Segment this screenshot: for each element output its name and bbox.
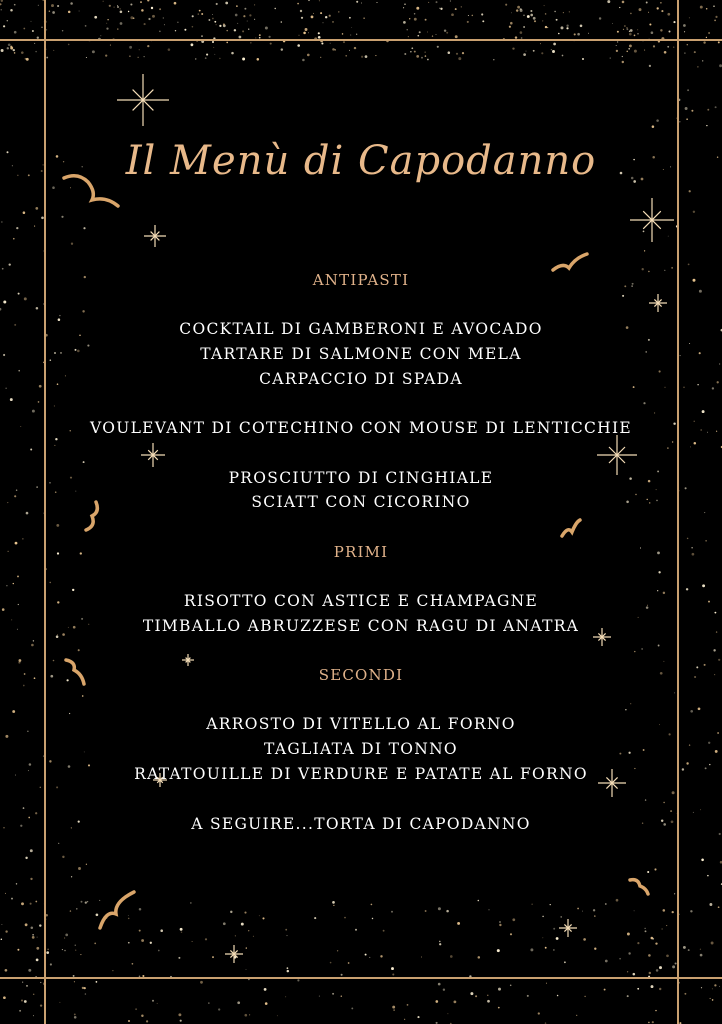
menu-item: PROSCIUTTO DI CINGHIALE <box>228 469 494 487</box>
menu-item: SCIATT CON CICORINO <box>251 493 471 511</box>
section-heading-primi: PRIMI <box>333 543 389 561</box>
menu-item: TIMBALLO ABRUZZESE CON RAGU DI ANATRA <box>142 617 580 635</box>
menu-item: TARTARE DI SALMONE CON MELA <box>200 345 522 363</box>
menu-title: Il Menù di Capodanno <box>125 138 597 184</box>
menu-item: RATATOUILLE DI VERDURE E PATATE AL FORNO <box>134 765 588 783</box>
frame-top-line <box>0 39 722 41</box>
frame-bottom-line <box>0 977 722 979</box>
menu-item: COCKTAIL DI GAMBERONI E AVOCADO <box>179 320 543 338</box>
section-heading-antipasti: ANTIPASTI <box>312 271 410 289</box>
section-heading-secondi: SECONDI <box>318 666 404 684</box>
menu-item: CARPACCIO DI SPADA <box>259 370 463 388</box>
menu-item: VOULEVANT DI COTECHINO CON MOUSE DI LENTICCHIE <box>90 419 632 437</box>
menu-item: TAGLIATA DI TONNO <box>264 740 458 758</box>
menu-item: ARROSTO DI VITELLO AL FORNO <box>206 715 516 733</box>
menu-item: A SEGUIRE...TORTA DI CAPODANNO <box>191 815 531 833</box>
menu-item: RISOTTO CON ASTICE E CHAMPAGNE <box>183 592 539 610</box>
